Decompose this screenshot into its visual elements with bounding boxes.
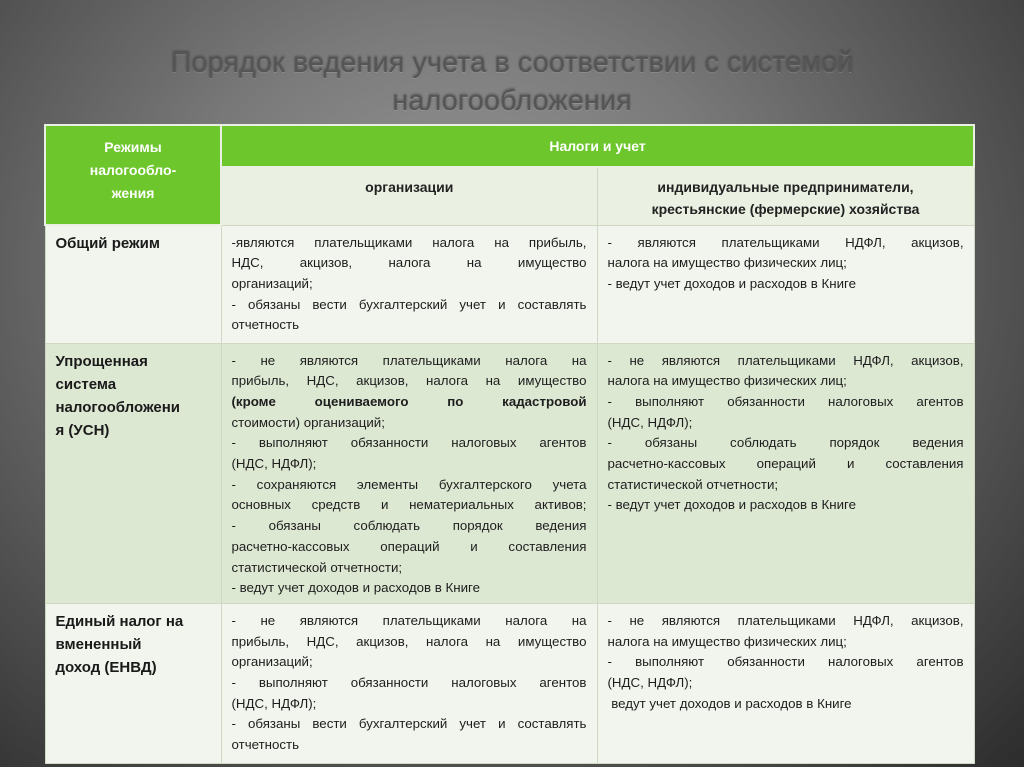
regime-line: Общий режим bbox=[55, 235, 160, 252]
regime-line: Единый налог на bbox=[55, 612, 184, 630]
table-row-usn bbox=[45, 343, 974, 603]
cell-line: основных средств и нематериальных активов; bbox=[231, 497, 587, 513]
cell-line-bold: (кроме оцениваемого по кадастровой bbox=[231, 393, 587, 409]
cell-line: - ведут учет доходов и расходов в Книге bbox=[231, 580, 480, 596]
header-entrepreneurs-line: крестьянские (фермерские) хозяйства bbox=[651, 201, 920, 217]
cell-line: прибыль, НДС, акцизов, налога на имущество bbox=[231, 373, 587, 389]
cell-line: - не являются плательщиками налога на bbox=[231, 612, 587, 628]
cell-line: отчетность bbox=[231, 737, 300, 753]
cell-line: - не являются плательщиками НДФЛ, акцизов, bbox=[607, 352, 964, 368]
cell-line: - выполняют обязанности налоговых агентов bbox=[607, 654, 964, 670]
ip-cell bbox=[597, 343, 974, 603]
cell-line: организаций; bbox=[231, 654, 313, 670]
regime-line: я (УСН) bbox=[55, 421, 110, 439]
cell-line: организаций; bbox=[231, 275, 313, 291]
cell-line: - ведут учет доходов и расходов в Книге bbox=[607, 275, 856, 291]
cell-line: отчетность bbox=[231, 317, 300, 333]
header-entrepreneurs-line: индивидуальные предприниматели, bbox=[657, 179, 914, 195]
cell-line: прибыль, НДС, акцизов, налога на имущество bbox=[231, 633, 587, 649]
cell-line: - выполняют обязанности налоговых агентов bbox=[231, 675, 587, 691]
cell-line: расчетно-кассовых операций и составления bbox=[231, 538, 587, 554]
slide-title-line-2: налогообложения bbox=[392, 85, 632, 117]
regime-line: вмененный bbox=[55, 635, 142, 653]
header-regimes bbox=[45, 125, 221, 225]
org-cell bbox=[221, 225, 597, 343]
table-header-row bbox=[45, 125, 974, 167]
header-regimes-line: налогообло- bbox=[89, 162, 177, 178]
cell-line: НДС, акцизов, налога на имущество bbox=[231, 255, 587, 271]
cell-line: налога на имущество физических лиц; bbox=[607, 633, 847, 649]
table-row-envd bbox=[45, 603, 974, 763]
regime-line: налогообложени bbox=[55, 398, 181, 416]
regime-cell bbox=[45, 603, 221, 763]
cell-line: статистической отчетности; bbox=[607, 476, 779, 492]
cell-line: -являются плательщиками налога на прибыль, bbox=[231, 234, 587, 250]
cell-line: - не являются плательщиками НДФЛ, акцизов, bbox=[607, 612, 964, 628]
cell-line: налога на имущество физических лиц; bbox=[607, 255, 847, 271]
cell-line: - не являются плательщиками налога на bbox=[231, 352, 587, 368]
regime-cell bbox=[45, 225, 221, 343]
cell-line: расчетно-кассовых операций и составления bbox=[607, 456, 964, 472]
ip-cell bbox=[597, 603, 974, 763]
slide-title bbox=[0, 44, 1024, 120]
header-taxes-and-accounting: Налоги и учет bbox=[221, 125, 974, 167]
cell-line: стоимости) организаций; bbox=[231, 414, 385, 430]
regime-line: Упрощенная bbox=[55, 352, 148, 370]
cell-line: статистической отчетности; bbox=[231, 559, 403, 575]
org-cell bbox=[221, 343, 597, 603]
cell-line: (НДС, НДФЛ); bbox=[607, 414, 693, 430]
cell-line: - обязаны вести бухгалтерский учет и составлять bbox=[231, 296, 587, 312]
cell-line: - являются плательщиками НДФЛ, акцизов, bbox=[607, 234, 964, 250]
cell-line: ведут учет доходов и расходов в Книге bbox=[607, 695, 852, 711]
cell-line: (НДС, НДФЛ); bbox=[231, 695, 317, 711]
cell-line: - выполняют обязанности налоговых агентов bbox=[231, 435, 587, 451]
cell-line: - обязаны соблюдать порядок ведения bbox=[231, 518, 587, 534]
regime-line: доход (ЕНВД) bbox=[55, 658, 157, 676]
cell-line: (НДС, НДФЛ); bbox=[607, 675, 693, 691]
org-cell bbox=[221, 603, 597, 763]
ip-cell bbox=[597, 225, 974, 343]
cell-line: - обязаны вести бухгалтерский учет и составлять bbox=[231, 716, 587, 732]
header-organizations: организации bbox=[221, 167, 597, 225]
cell-line: налога на имущество физических лиц; bbox=[607, 373, 847, 389]
tax-regimes-table bbox=[44, 124, 975, 764]
regime-line: система bbox=[55, 375, 117, 393]
cell-line: - сохраняются элементы бухгалтерского учета bbox=[231, 476, 587, 492]
cell-line: - обязаны соблюдать порядок ведения bbox=[607, 435, 964, 451]
cell-line: (НДС, НДФЛ); bbox=[231, 456, 317, 472]
regime-cell bbox=[45, 343, 221, 603]
header-regimes-line: жения bbox=[111, 185, 155, 201]
slide-title-line-1: Порядок ведения учета в соответствии с системой bbox=[170, 47, 854, 79]
table-row-general bbox=[45, 225, 974, 343]
cell-line: - ведут учет доходов и расходов в Книге bbox=[607, 497, 856, 513]
header-entrepreneurs bbox=[597, 167, 974, 225]
header-regimes-line: Режимы bbox=[104, 139, 162, 155]
cell-line: - выполняют обязанности налоговых агентов bbox=[607, 393, 964, 409]
